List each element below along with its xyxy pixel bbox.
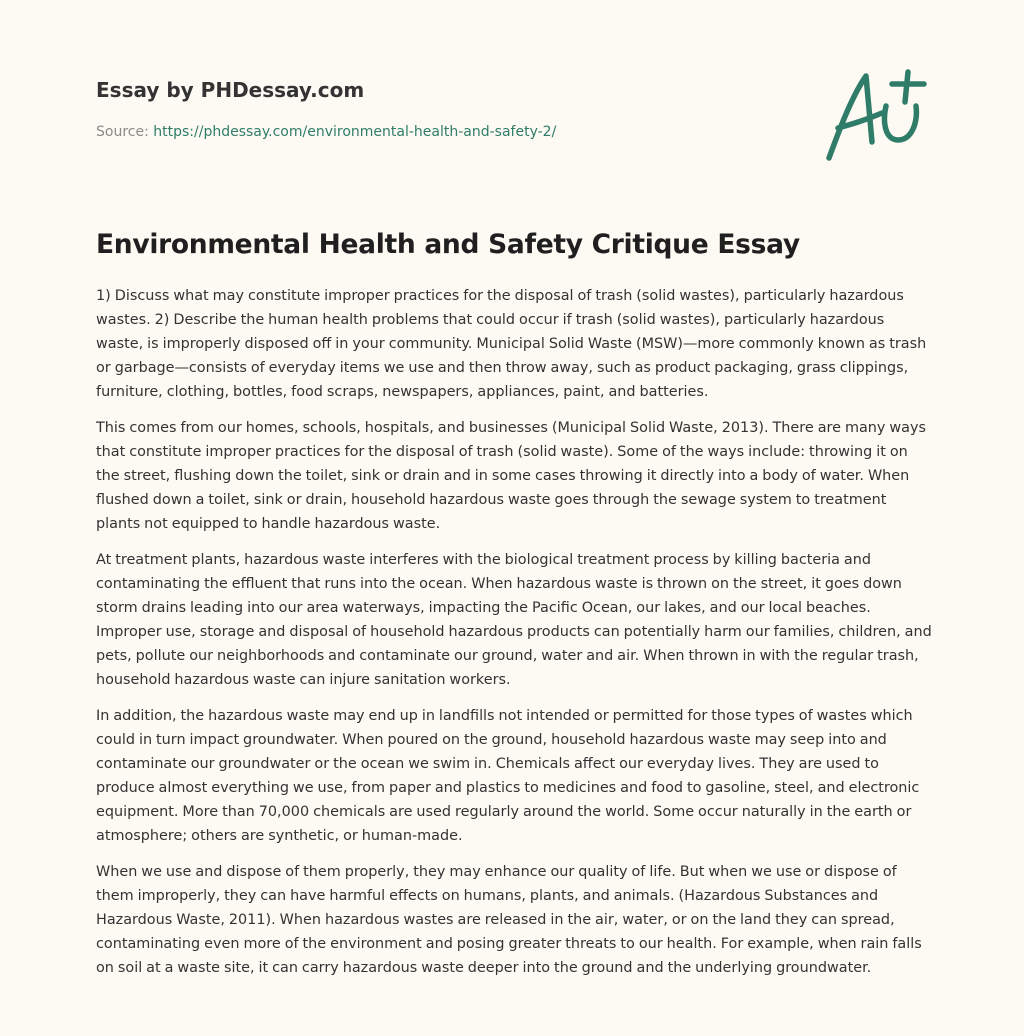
essay-paragraph-2: This comes from our homes, schools, hospitals, and businesses (Municipal Solid Waste, 2013). There are many ways that constitute improper practices for the disposal of trash (solid waste). Some of the ways include: throwing it on the street, flushing down the toilet, sink or drain and in some cases throwing it directly into a body of water. When flushed down a toilet, sink or drain, household hazardous waste goes through the sewage system to treatment plants not equipped to handle hazardous waste. bbox=[96, 420, 926, 532]
essay-paragraph-1: 1) Discuss what may constitute improper practices for the disposal of trash (solid wastes), particularly hazardous wastes. 2) Describe the human health problems that could occur if trash (solid wastes), particularly hazardous waste, is improperly disposed off in your community. Municipal Solid Waste (MSW)—more commonly known as trash or garbage—consists of everyday items we use and then throw away, such as product packaging, grass clippings, furniture, clothing, bottles, food scraps, newspapers, appliances, paint, and batteries. bbox=[96, 288, 927, 400]
a-plus-logo-icon bbox=[822, 66, 932, 166]
source-line bbox=[96, 122, 736, 142]
site-title: Essay by PHDessay.com bbox=[96, 78, 365, 102]
source-link[interactable]: https://phdessay.com/environmental-health-and-safety-2/ bbox=[153, 124, 557, 140]
source-label: Source: bbox=[96, 124, 149, 140]
essay-paragraph-3: At treatment plants, hazardous waste interferes with the biological treatment process by killing bacteria and contaminating the effluent that runs into the ocean. When hazardous waste is thrown on the street, it goes down storm drains leading into our area waterways, impacting the Pacific Ocean, our lakes, and our local beaches. Improper use, storage and disposal of household hazardous products can potentially harm our families, children, and pets, pollute our neighborhoods and contaminate our ground, water and air. When thrown in with the regular trash, household hazardous waste can injure sanitation workers. bbox=[96, 552, 932, 688]
essay-title: Environmental Health and Safety Critique Essay bbox=[96, 229, 800, 260]
essay-paragraph-5: When we use and dispose of them properly, they may enhance our quality of life. But when we use or dispose of them improperly, they can have harmful effects on humans, plants, and animals. (Hazardous Substances and Hazardous Waste, 2011). When hazardous wastes are released in the air, water, or on the land they can spread, contaminating even more of the environment and posing greater threats to our health. For example, when rain falls on soil at a waste site, it can carry hazardous waste deeper into the ground and the underlying groundwater. bbox=[96, 864, 922, 976]
page-header bbox=[96, 76, 736, 142]
essay-body bbox=[96, 284, 934, 992]
essay-paragraph-4: In addition, the hazardous waste may end up in landfills not intended or permitted for those types of wastes which could in turn impact groundwater. When poured on the ground, household hazardous waste may seep into and contaminate our groundwater or the ocean we swim in. Chemicals affect our everyday lives. They are used to produce almost everything we use, from paper and plastics to medicines and food to gasoline, steel, and electronic equipment. More than 70,000 chemicals are used regularly around the world. Some occur naturally in the earth or atmosphere; others are synthetic, or human-made. bbox=[96, 708, 920, 844]
